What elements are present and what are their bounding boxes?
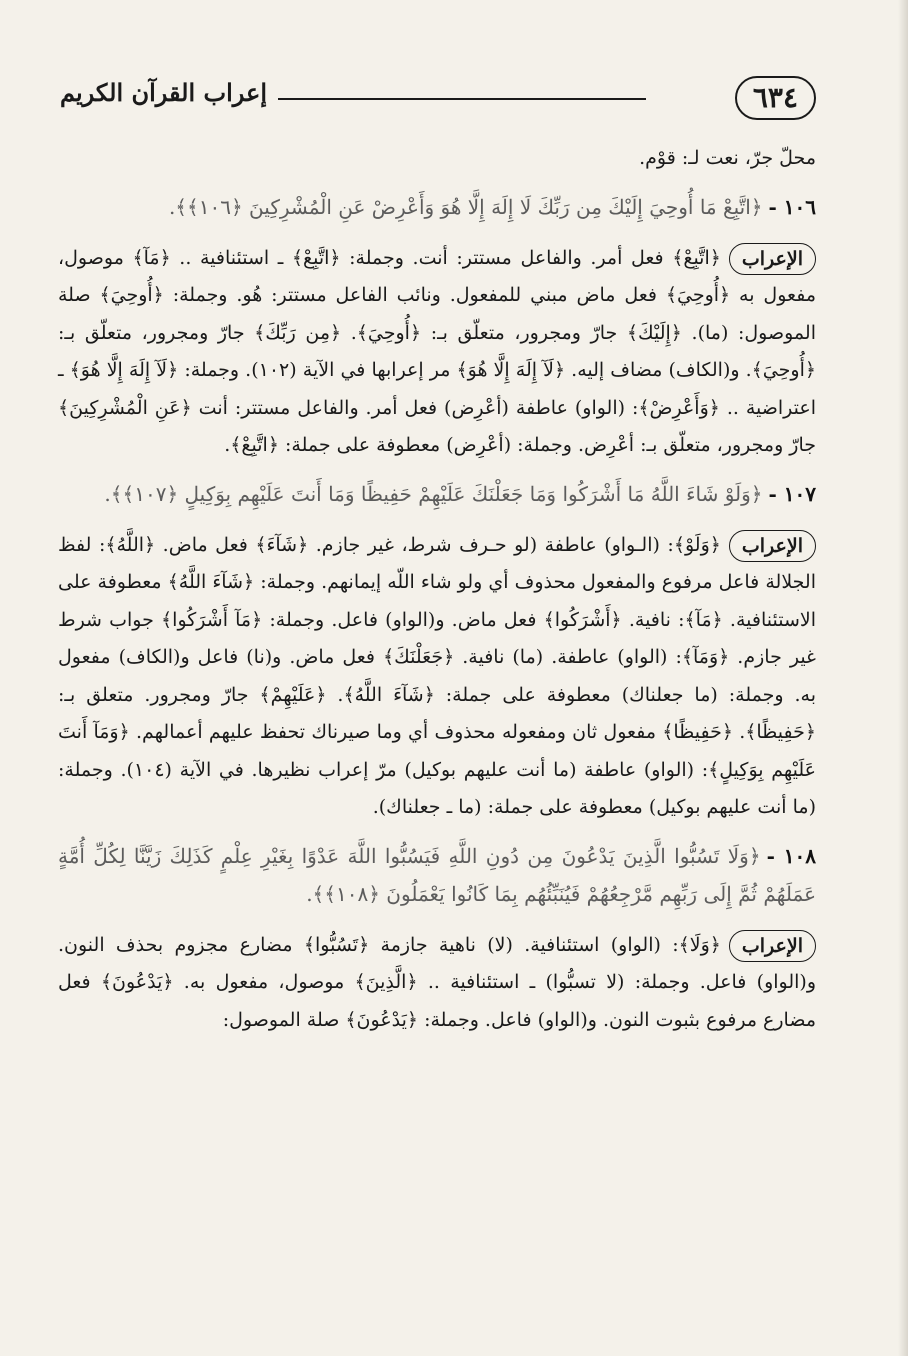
irab-text: ﴿اتَّبِعْ﴾ فعل أمر. والفاعل مستتر: أنت. وجملة: ﴿اتَّبِعْ﴾ ـ استئنافية .. ﴿مَآ﴾ موصول، مفعول به ﴿أُوحِيَ﴾ فعل ماض مبني للمفعول. ونائب الفاعل مستتر: هُو. وجملة: ﴿أُوحِيَ﴾ صلة الموصول: (ما). ﴿إِلَيْكَ﴾ جارّ ومجرور، متعلّق بـ: ﴿أُوحِيَ﴾. ﴿مِن رَبِّكَ﴾ جارّ ومجرور، متعلّق بـ: ﴿أُوحِيَ﴾. و(الكاف) مضاف إليه. ﴿لَآ إِلَهَ إِلَّا هُوَ﴾ مر إعرابها في الآية (١٠٢). وجملة: ﴿لَآ إِلَهَ إِلَّا هُوَ﴾ ـ اعتراضية .. ﴿وَأَعْرِضْ﴾: (الواو) عاطفة (أعْرِض) فعل أمر. والفاعل مستتر: أنت ﴿عَنِ الْمُشْرِكِينَ﴾ جارّ ومجرور، متعلّق بـ: أعْرِض. وجملة: (أعْرِض) معطوفة على جملة: ﴿اتَّبِعْ﴾.: [58, 246, 816, 456]
book-title: إعراب القرآن الكريم: [60, 78, 267, 107]
quran-verse: [58, 188, 816, 226]
verse-text: ﴿وَلَوْ شَاءَ اللَّهُ مَا أَشْرَكُوا وَمَا جَعَلْنَكَ عَلَيْهِمْ حَفِيظًا وَمَا أَنتَ عَلَيْهِم بِوَكِيلٍ ﴿١٠٧﴾﴾.: [104, 481, 763, 506]
verse-number: ١٠٧ -: [768, 481, 816, 506]
quran-verse: [58, 837, 816, 913]
page-header: [60, 74, 816, 122]
irab-text: ﴿وَلَوْ﴾: (الـواو) عاطفة (لو حـرف شرط، غير جازم. ﴿شَآءَ﴾ فعل ماض. ﴿اللَّهُ﴾: لفظ الجلالة فاعل مرفوع والمفعول محذوف أي ولو شاء اللّه إيمانهم. وجملة: ﴿شَآءَ اللَّهُ﴾ معطوفة على الاستئنافية. ﴿مَآ﴾: نافية. ﴿أَشْرَكُوا﴾ فعل ماض. و(الواو) فاعل. وجملة: ﴿مَآ أَشْرَكُوا﴾ جواب شرط غير جازم. ﴿وَمَآ﴾: (الواو) عاطفة. (ما) نافية. ﴿جَعَلْنَكَ﴾ فعل ماض. و(نا) فاعل و(الكاف) مفعول به. وجملة: (ما جعلناك) معطوفة على جملة: ﴿شَآءَ اللَّهُ﴾. ﴿عَلَيْهِمْ﴾ جارّ ومجرور. متعلق بـ: ﴿حَفِيظًا﴾. ﴿حَفِيظًا﴾ مفعول ثان ومفعوله محذوف أي وما صيرناك تحفظ عليهم أعمالهم. ﴿وَمَآ أَنتَ عَلَيْهِم بِوَكِيلٍ﴾: (الواو) عاطفة (ما أنت عليهم بوكيل) مرّ إعراب نظيرها. في الآية (١٠٤). وجملة: (ما أنت عليهم بوكيل) معطوفة على جملة: (ما ـ جعلناك).: [58, 533, 816, 818]
verse-text: ﴿اتَّبِعْ مَا أُوحِيَ إِلَيْكَ مِن رَبِّكَ لَا إِلَهَ إِلَّا هُوَ وَأَعْرِضْ عَنِ الْمُشْرِكِينَ ﴿١٠٦﴾﴾.: [168, 194, 763, 219]
irab-label: الإعراب: [729, 930, 816, 962]
header-rule: [278, 98, 646, 100]
page-edge-shadow: [898, 0, 908, 1356]
paragraph: محلّ جرّ، نعت لـ: قوْم.: [639, 147, 816, 169]
verse-number: ١٠٨ -: [766, 843, 817, 868]
irab-label: الإعراب: [729, 530, 816, 562]
irab-text: ﴿وَلَا﴾: (الواو) استئنافية. (لا) ناهية جازمة ﴿تَسُبُّوا﴾ مضارع مجزوم بحذف النون. و(الواو) فاعل. وجملة: (لا تسبُّوا) ـ استئنافية .. ﴿الَّذِينَ﴾ موصول، مفعول به. ﴿يَدْعُونَ﴾ فعل مضارع مرفوع بثبوت النون. و(الواو) فاعل. وجملة: ﴿يَدْعُونَ﴾ صلة الموصول:: [58, 933, 816, 1031]
verse-text: ﴿وَلَا تَسُبُّوا الَّذِينَ يَدْعُونَ مِن دُونِ اللَّهِ فَيَسُبُّوا اللَّهَ عَدْوًا بِغَيْرِ عِلْمٍ كَذَلِكَ زَيَّنَّا لِكُلِّ أُمَّةٍ عَمَلَهُمْ ثُمَّ إِلَى رَبِّهِم مَّرْجِعُهُمْ فَيُنَبِّئُهُم بِمَا كَانُوا يَعْمَلُونَ ﴿١٠٨﴾﴾.: [58, 843, 816, 906]
irab-paragraph: [58, 527, 816, 827]
verse-number: ١٠٦ -: [768, 194, 816, 219]
page-number: ٦٣٤: [735, 76, 816, 120]
quran-verse: [58, 475, 816, 513]
irab-paragraph: [58, 927, 816, 1040]
irab-paragraph: [58, 240, 816, 465]
page-body: [58, 140, 816, 1039]
irab-label: الإعراب: [729, 243, 816, 275]
